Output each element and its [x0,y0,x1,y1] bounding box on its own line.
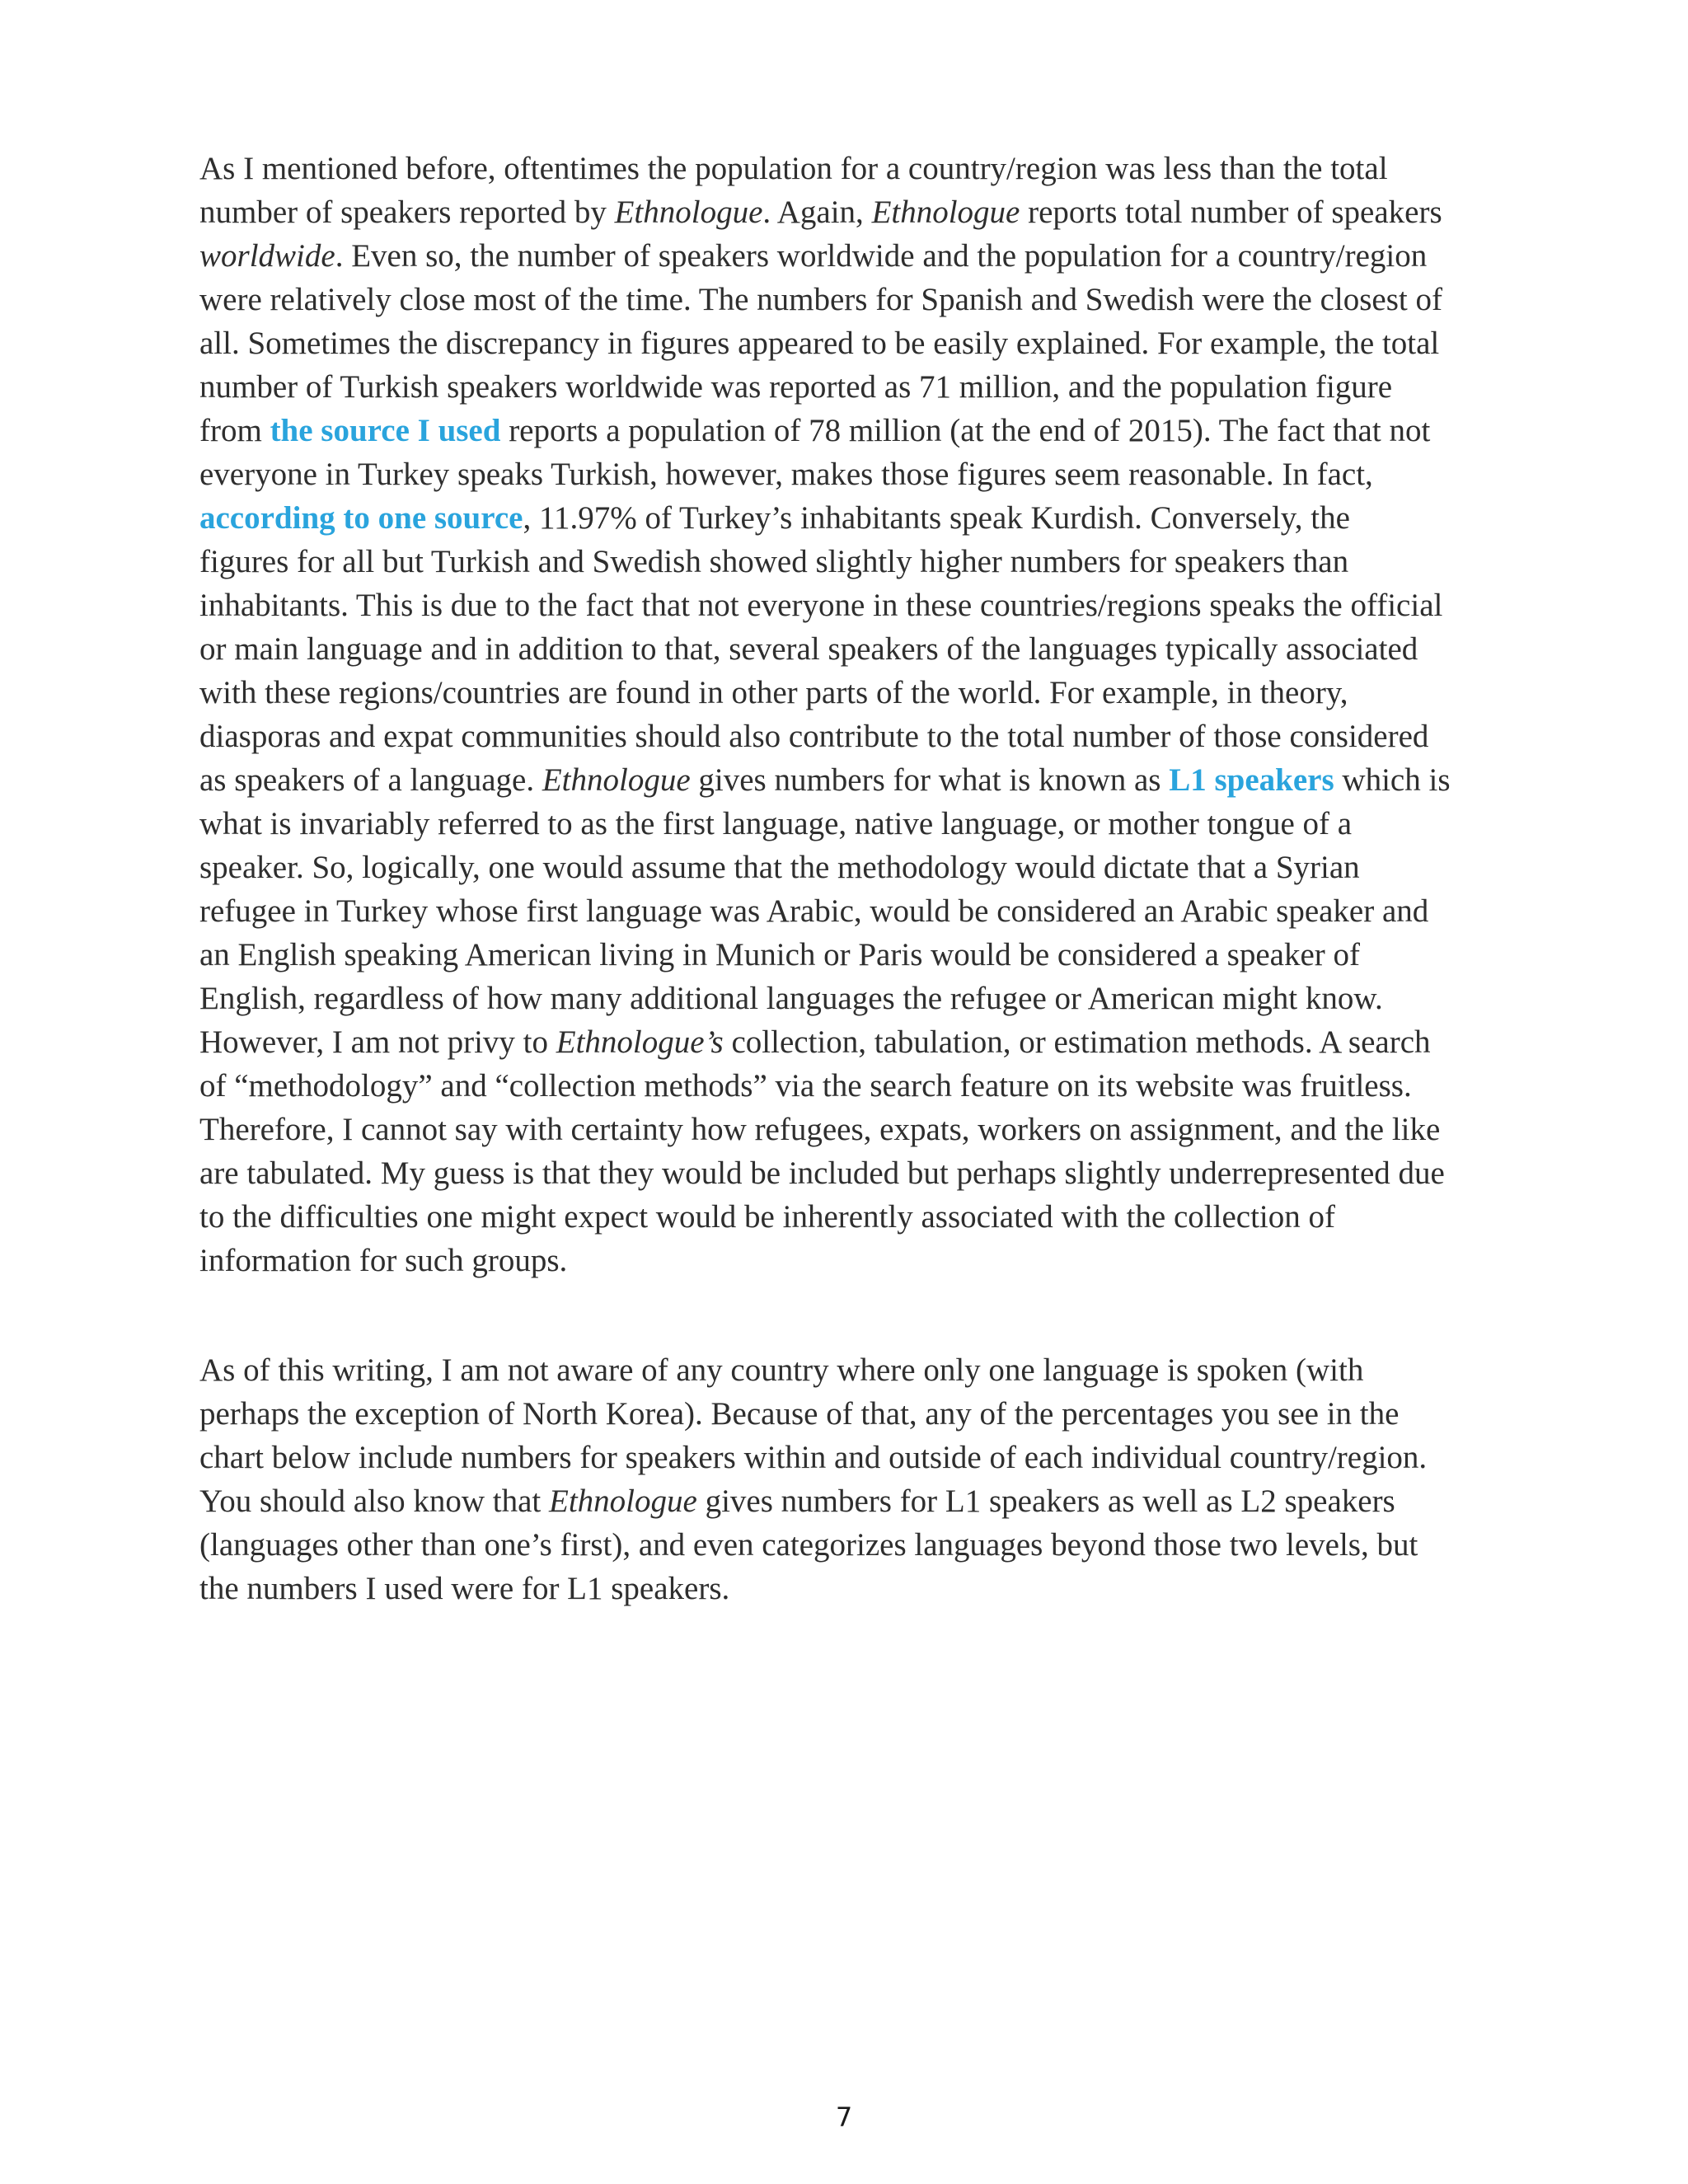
text-run: (languages other than one’s first), and even categorizes languages beyond those two levels, but [199,1527,1418,1563]
text-run: . Again, [762,194,872,230]
italic-title-ethnologue: Ethnologue [542,762,691,798]
text-run: of “methodology” and “collection methods” via the search feature on its website was fruitless. [199,1068,1412,1104]
text-line [199,1392,1502,1436]
text-run: information for such groups. [199,1243,568,1278]
paragraph-2 [199,1348,1502,1610]
text-line [199,409,1502,452]
text-line [199,496,1502,540]
text-run: gives numbers for what is known as [690,762,1170,798]
link-the-source-i-used[interactable]: the source I used [270,413,501,448]
text-line [199,1064,1502,1108]
text-run: are tabulated. My guess is that they would be included but perhaps slightly underrepresented due [199,1155,1445,1191]
text-line [199,234,1502,278]
italic-title-ethnologue: Ethnologue [549,1483,697,1519]
italic-title-ethnologue: Ethnologue [614,194,763,230]
italic-title-ethnologue: Ethnologue’s [556,1024,724,1060]
text-run: inhabitants. This is due to the fact that not everyone in these countries/regions speaks the official [199,588,1443,623]
text-line [199,1479,1502,1523]
text-run: gives numbers for L1 speakers as well as L2 speakers [696,1483,1395,1519]
text-run: reports a population of 78 million (at the end of 2015). The fact that not [500,413,1431,448]
text-run: were relatively close most of the time. The numbers for Spanish and Swedish were the closest of [199,282,1442,317]
link-l1-speakers[interactable]: L1 speakers [1169,762,1334,798]
text-line [199,802,1502,846]
text-line [199,1523,1502,1567]
text-line [199,1436,1502,1479]
text-run: Therefore, I cannot say with certainty how refugees, expats, workers on assignment, and the like [199,1112,1441,1147]
text-line [199,1151,1502,1195]
text-run: with these regions/countries are found in other parts of the world. For example, in theory, [199,675,1348,710]
link-according-to-one-source[interactable]: according to one source [199,500,523,536]
text-run: collection, tabulation, or estimation methods. A search [723,1024,1431,1060]
text-line [199,1567,1502,1610]
text-line [199,1239,1502,1282]
text-line [199,583,1502,627]
text-line [199,715,1502,758]
text-run: diasporas and expat communities should also contribute to the total number of those considered [199,719,1429,754]
text-line [199,452,1502,496]
text-line [199,321,1502,365]
text-run: figures for all but Turkish and Swedish showed slightly higher numbers for speakers than [199,544,1349,579]
text-run: from [199,413,270,448]
page-number: 7 [835,2102,853,2133]
text-run: what is invariably referred to as the first language, native language, or mother tongue of a [199,806,1353,841]
text-line [199,365,1502,409]
text-run: . Even so, the number of speakers worldwide and the population for a country/region [335,238,1428,274]
text-line [199,933,1502,977]
text-run: English, regardless of how many additional languages the refugee or American might know. [199,981,1383,1016]
text-run: to the difficulties one might expect would be inherently associated with the collection of [199,1199,1335,1235]
text-line [199,889,1502,933]
paragraph-1 [199,147,1502,1282]
text-run: As I mentioned before, oftentimes the population for a country/region was less than the total [199,151,1388,186]
text-line [199,147,1502,190]
text-run: perhaps the exception of North Korea). Because of that, any of the percentages you see in the [199,1396,1400,1432]
text-run: an English speaking American living in Munich or Paris would be considered a speaker of [199,937,1360,972]
text-line [199,627,1502,671]
text-line [199,1020,1502,1064]
text-line [199,540,1502,583]
text-run: As of this writing, I am not aware of any country where only one language is spoken (with [199,1352,1364,1388]
italic-emphasis: worldwide [199,238,335,274]
italic-title-ethnologue: Ethnologue [871,194,1020,230]
text-run: as speakers of a language. [199,762,542,798]
text-run: However, I am not privy to [199,1024,556,1060]
text-line [199,758,1502,802]
text-run: reports total number of speakers [1020,194,1442,230]
text-run: number of speakers reported by [199,194,615,230]
text-run: You should also know that [199,1483,549,1519]
text-run: all. Sometimes the discrepancy in figures appeared to be easily explained. For example, the total [199,326,1440,361]
text-run: which is [1334,762,1451,798]
text-run: , 11.97% of Turkey’s inhabitants speak Kurdish. Conversely, the [523,500,1350,536]
text-line [199,977,1502,1020]
text-run: the numbers I used were for L1 speakers. [199,1571,730,1606]
text-line [199,278,1502,321]
text-line [199,671,1502,715]
text-run: number of Turkish speakers worldwide was reported as 71 million, and the population figure [199,369,1393,405]
text-line [199,846,1502,889]
text-run: chart below include numbers for speakers within and outside of each individual country/region. [199,1440,1428,1475]
text-run: or main language and in addition to that, several speakers of the languages typically associated [199,631,1418,667]
text-line [199,1348,1502,1392]
text-run: refugee in Turkey whose first language was Arabic, would be considered an Arabic speaker and [199,893,1429,929]
text-run: everyone in Turkey speaks Turkish, however, makes those figures seem reasonable. In fact, [199,457,1373,492]
text-line [199,190,1502,234]
text-run: speaker. So, logically, one would assume that the methodology would dictate that a Syrian [199,850,1360,885]
text-line [199,1195,1502,1239]
text-line [199,1108,1502,1151]
